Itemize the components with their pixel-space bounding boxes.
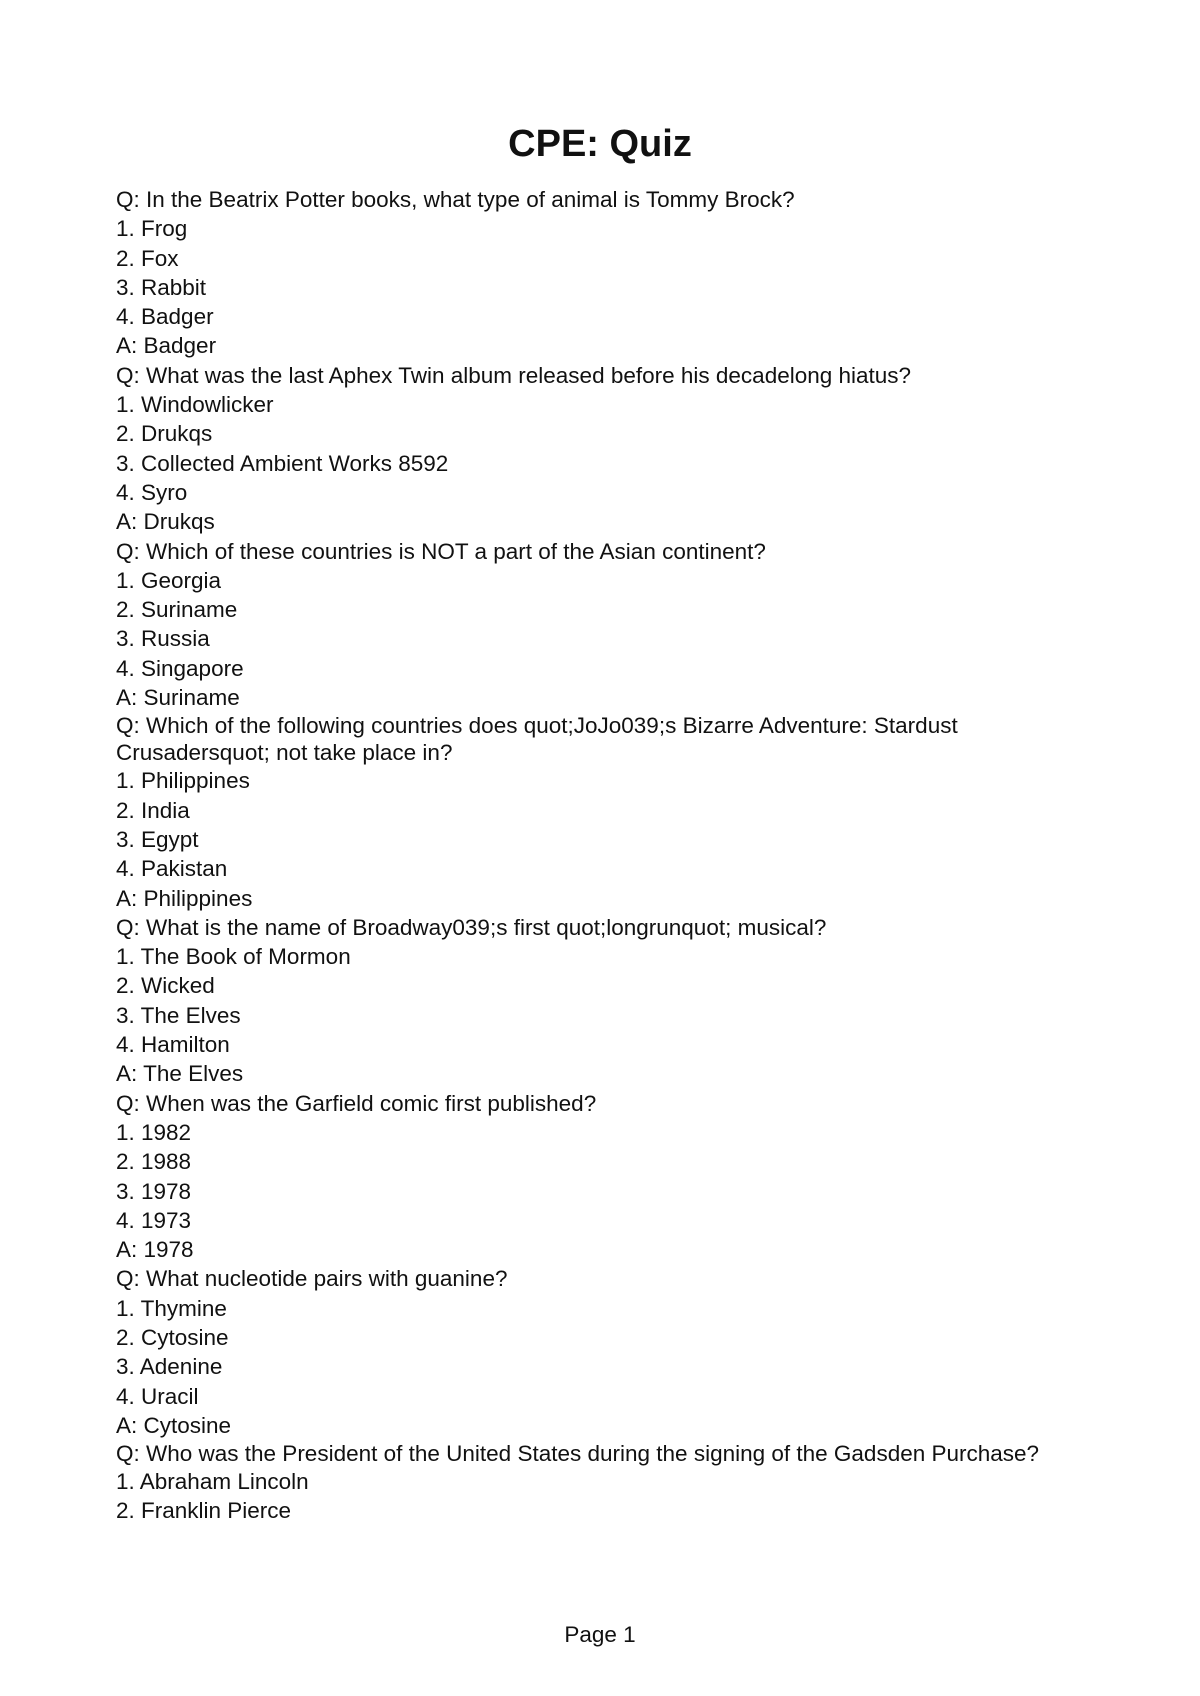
question-text: Q: Which of the following countries does quot;JoJo039;s Bizarre Adventure: Stardust Crusadersquot; not take place in? bbox=[116, 713, 958, 766]
answer-option: 1. Windowlicker bbox=[116, 392, 274, 418]
answer-option: 3. Russia bbox=[116, 626, 210, 652]
answer-option: 4. 1973 bbox=[116, 1207, 192, 1233]
question-text: Q: Which of these countries is NOT a part of the Asian continent? bbox=[116, 538, 766, 564]
answer-option: 4. Singapore bbox=[116, 655, 244, 681]
answer-option: 4. Uracil bbox=[116, 1383, 199, 1409]
answer-option: 1. Philippines bbox=[116, 768, 250, 794]
answer-option: 1. Thymine bbox=[116, 1295, 227, 1321]
question-text: Q: What is the name of Broadway039;s first quot;longrunquot; musical? bbox=[116, 914, 827, 940]
page-title: CPE: Quiz bbox=[508, 123, 692, 165]
correct-answer: A: Badger bbox=[116, 333, 217, 359]
quiz-item bbox=[116, 913, 1076, 1089]
answer-option: 3. Egypt bbox=[116, 826, 199, 852]
answer-option: 4. Syro bbox=[116, 479, 188, 505]
quiz-item bbox=[116, 712, 1076, 912]
answer-option: 2. Drukqs bbox=[116, 421, 213, 447]
answer-option: 2. 1988 bbox=[116, 1149, 192, 1175]
answer-option: 1. Georgia bbox=[116, 567, 222, 593]
quiz-item bbox=[116, 1264, 1076, 1440]
quiz-content bbox=[116, 185, 1076, 1526]
answer-option: 2. India bbox=[116, 797, 190, 823]
quiz-item bbox=[116, 185, 1076, 361]
answer-option: 1. The Book of Mormon bbox=[116, 944, 351, 970]
answer-option: 1. Frog bbox=[116, 216, 188, 242]
answer-option: 2. Franklin Pierce bbox=[116, 1498, 292, 1524]
answer-option: 3. Collected Ambient Works 8592 bbox=[116, 450, 449, 476]
correct-answer: A: Philippines bbox=[116, 885, 253, 911]
answer-option: 1. Abraham Lincoln bbox=[116, 1469, 309, 1495]
quiz-item bbox=[116, 1440, 1076, 1526]
correct-answer: A: The Elves bbox=[116, 1061, 244, 1087]
answer-option: 3. Rabbit bbox=[116, 274, 207, 300]
answer-option: 3. 1978 bbox=[116, 1178, 192, 1204]
question-text: Q: When was the Garfield comic first published? bbox=[116, 1090, 597, 1116]
answer-option: 2. Fox bbox=[116, 245, 179, 271]
correct-answer: A: Suriname bbox=[116, 685, 240, 711]
question-text: Q: In the Beatrix Potter books, what type of animal is Tommy Brock? bbox=[116, 187, 795, 212]
answer-option: 3. Adenine bbox=[116, 1354, 223, 1380]
answer-option: 4. Badger bbox=[116, 304, 214, 330]
answer-option: 4. Hamilton bbox=[116, 1032, 230, 1058]
answer-option: 3. The Elves bbox=[116, 1002, 241, 1028]
question-text: Q: What nucleotide pairs with guanine? bbox=[116, 1266, 508, 1292]
answer-option: 2. Suriname bbox=[116, 597, 238, 623]
correct-answer: A: 1978 bbox=[116, 1237, 194, 1263]
quiz-item bbox=[116, 361, 1076, 537]
answer-option: 2. Cytosine bbox=[116, 1324, 229, 1350]
quiz-item bbox=[116, 537, 1076, 713]
quiz-item bbox=[116, 1089, 1076, 1265]
page-number: Page 1 bbox=[564, 1622, 636, 1647]
correct-answer: A: Drukqs bbox=[116, 509, 215, 535]
answer-option: 2. Wicked bbox=[116, 973, 215, 999]
correct-answer: A: Cytosine bbox=[116, 1412, 232, 1438]
answer-option: 1. 1982 bbox=[116, 1119, 192, 1145]
question-text: Q: Who was the President of the United States during the signing of the Gadsden Purchase? bbox=[116, 1441, 1040, 1467]
answer-option: 4. Pakistan bbox=[116, 856, 228, 882]
question-text: Q: What was the last Aphex Twin album released before his decadelong hiatus? bbox=[116, 362, 912, 388]
